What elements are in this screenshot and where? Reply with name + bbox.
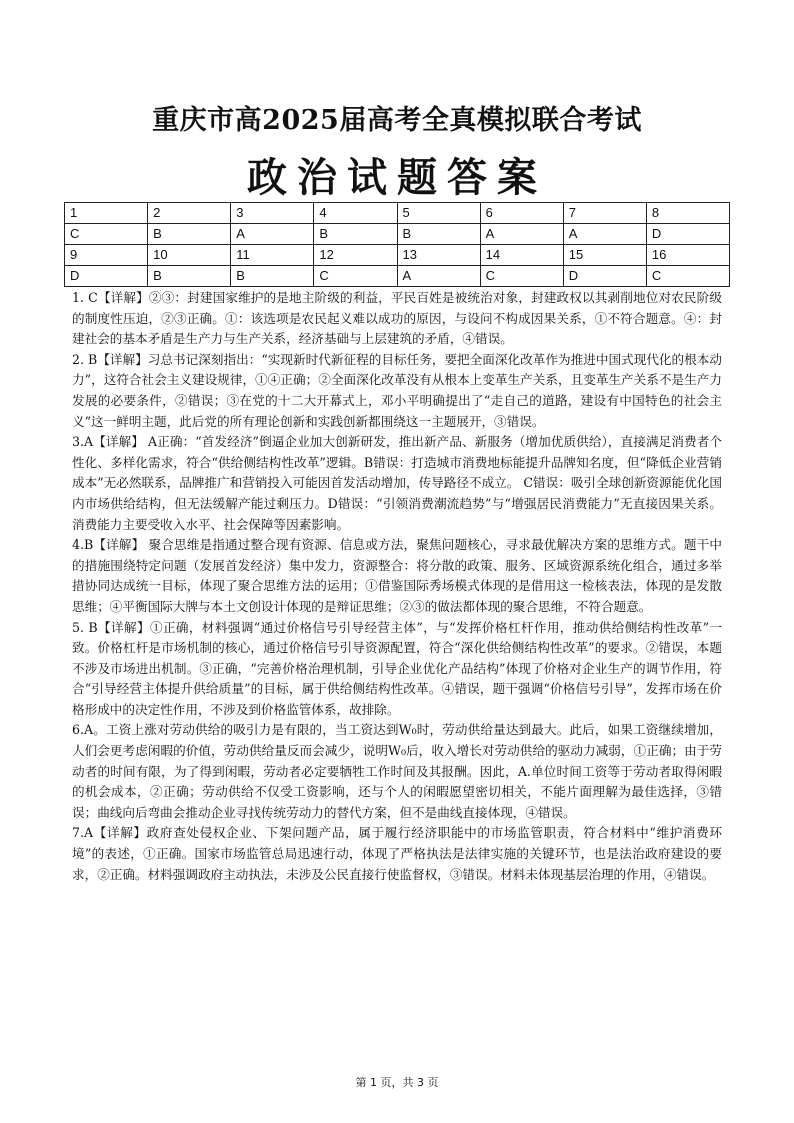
table-cell: 6 [480, 203, 563, 224]
table-cell: 1 [65, 203, 148, 224]
table-cell: 16 [646, 245, 729, 266]
explanation-paragraph: 6.A。工资上涨对劳动供给的吸引力是有限的，当工资达到W₀时，劳动供给量达到最大。此后，如果工资继续增加，人们会更考虑闲暇的价值，劳动供给量反而会减少，说明W₀后，收入增长对劳动供给的驱动力减弱，①正确；由于劳动者的时间有限，为了得到闲暇，劳动者必定要牺牲工作时间及其报酬。因此，A.单位时间工资等于劳动者取得闲暇的机会成本，②正确；劳动供给不仅受工资影响，还与个人的闲暇愿望密切相关，不能片面理解为最佳选择，③错误；曲线向后弯曲会推动企业寻找传统劳动力的替代方案，但不是曲线直接体现，④错误。 [72, 722, 722, 820]
table-cell: 10 [148, 245, 231, 266]
table-cell: 3 [231, 203, 314, 224]
table-cell: D [646, 224, 729, 245]
table-cell: C [480, 266, 563, 287]
page-number: 第 1 页，共 3 页 [355, 1076, 439, 1089]
table-cell: 11 [231, 245, 314, 266]
table-cell: 9 [65, 245, 148, 266]
table-cell: B [397, 224, 480, 245]
table-cell: C [65, 224, 148, 245]
table-cell: 12 [314, 245, 397, 266]
table-row [65, 224, 730, 245]
table-cell: 7 [563, 203, 646, 224]
explanation-paragraph: 7.A【详解】政府查处侵权企业、下架问题产品，属于履行经济职能中的市场监管职责，符合材料中“维护消费环境”的表述，①正确。国家市场监管总局迅速行动，体现了严格执法是法律实施的关键环节，也是法治政府建设的要求，②正确。材料强调政府主动执法，未涉及公民直接行使监督权，③错误。材料未体现基层治理的作用，④错误。 [72, 825, 722, 882]
table-cell: A [231, 224, 314, 245]
explanation-paragraph: 4.B【详解】 聚合思维是指通过整合现有资源、信息或方法，聚焦问题核心，寻求最优解决方案的思维方式。题干中的措施围绕特定问题（发展首发经济）集中发力，资源整合：将分散的政策、服务、区域资源系统化组合，通过多举措协同达成统一目标，体现了聚合思维方法的运用；①借鉴国际秀场模式体现的是借用这一检核表法，体现的是发散思维；④平衡国际大牌与本土文创设计体现的是辩证思维；②③的做法都体现的聚合思维，不符合题意。 [72, 537, 722, 614]
table-cell: C [646, 266, 729, 287]
table-cell: A [563, 224, 646, 245]
table-cell: 14 [480, 245, 563, 266]
table-cell: D [563, 266, 646, 287]
document-subtitle: 政治试题答案 [247, 154, 547, 201]
table-cell: B [231, 266, 314, 287]
explanation-paragraph: 1. C【详解】②③：封建国家维护的是地主阶级的利益，平民百姓是被统治对象，封建政权以其剥削地位对农民阶级的制度性压迫，②③正确。①：该选项是农民起义难以成功的原因，与设问不构成因果关系，①不符合题意。④：封建社会的基本矛盾是生产力与生产关系，经济基础与上层建筑的矛盾，④错误。 [72, 290, 722, 347]
table-cell: 15 [563, 245, 646, 266]
table-cell: 5 [397, 203, 480, 224]
explanation-paragraph: 2. B【详解】习总书记深刻指出：“实现新时代新征程的目标任务，要把全面深化改革作为推进中国式现代化的根本动力”，这符合社会主义建设规律，①④正确；②全面深化改革没有从根本上变革生产关系，且变革生产关系不是生产力发展的必要条件，②错误；③在党的十二大开幕式上，邓小平明确提出了“走自己的道路，建设有中国特色的社会主义”这一鲜明主题，此后党的所有理论创新和实践创新都围绕这一主题展开，③错误。 [72, 351, 722, 429]
table-cell: B [314, 224, 397, 245]
table-cell: B [148, 224, 231, 245]
table-cell: A [397, 266, 480, 287]
answer-table [64, 202, 730, 287]
table-row [65, 203, 730, 224]
table-cell: 8 [646, 203, 729, 224]
table-row [65, 266, 730, 287]
table-cell: A [480, 224, 563, 245]
explanation-paragraph: 3.A【详解】 A正确：“首发经济”倒逼企业加大创新研发，推出新产品、新服务（增加优质供给），直接满足消费者个性化、多样化需求，符合“供给侧结构性改革”逻辑。B错误：打造城市消费地标能提升品牌知名度，但“降低企业营销成本”无必然联系，品牌推广和营销投入可能因首发活动增加，传导路径不成立。 C错误：吸引全球创新资源能优化国内市场供给结构，但无法缓解产能过剩压力。D错误：“引领消费潮流趋势”与“增强居民消费能力”无直接因果关系。消费能力主要受收入水平、社会保障等因素影响。 [72, 434, 722, 532]
table-cell: 4 [314, 203, 397, 224]
table-row [65, 245, 730, 266]
table-cell: D [65, 266, 148, 287]
table-cell: 2 [148, 203, 231, 224]
explanation-paragraph: 5. B【详解】①正确，材料强调“通过价格信号引导经营主体”，与“发挥价格杠杆作用，推动供给侧结构性改革”一致。价格杠杆是市场机制的核心，通过价格信号引导资源配置，符合“深化供给侧结构性改革”的要求。②错误，本题不涉及市场进出机制。③正确，“完善价格治理机制，引导企业优化产品结构”体现了价格对企业生产的调节作用，符合“引导经营主体提升供给质量”的目标，属于供给侧结构性改革。④错误，题干强调“价格信号引导”，发挥市场在价格形成中的决定性作用，不涉及到价格监管体系，故排除。 [72, 619, 722, 717]
document-title: 重庆市高2025届高考全真模拟联合考试 [152, 105, 642, 136]
table-cell: B [148, 266, 231, 287]
table-cell: C [314, 266, 397, 287]
table-cell: 13 [397, 245, 480, 266]
explanations-section [72, 288, 722, 885]
